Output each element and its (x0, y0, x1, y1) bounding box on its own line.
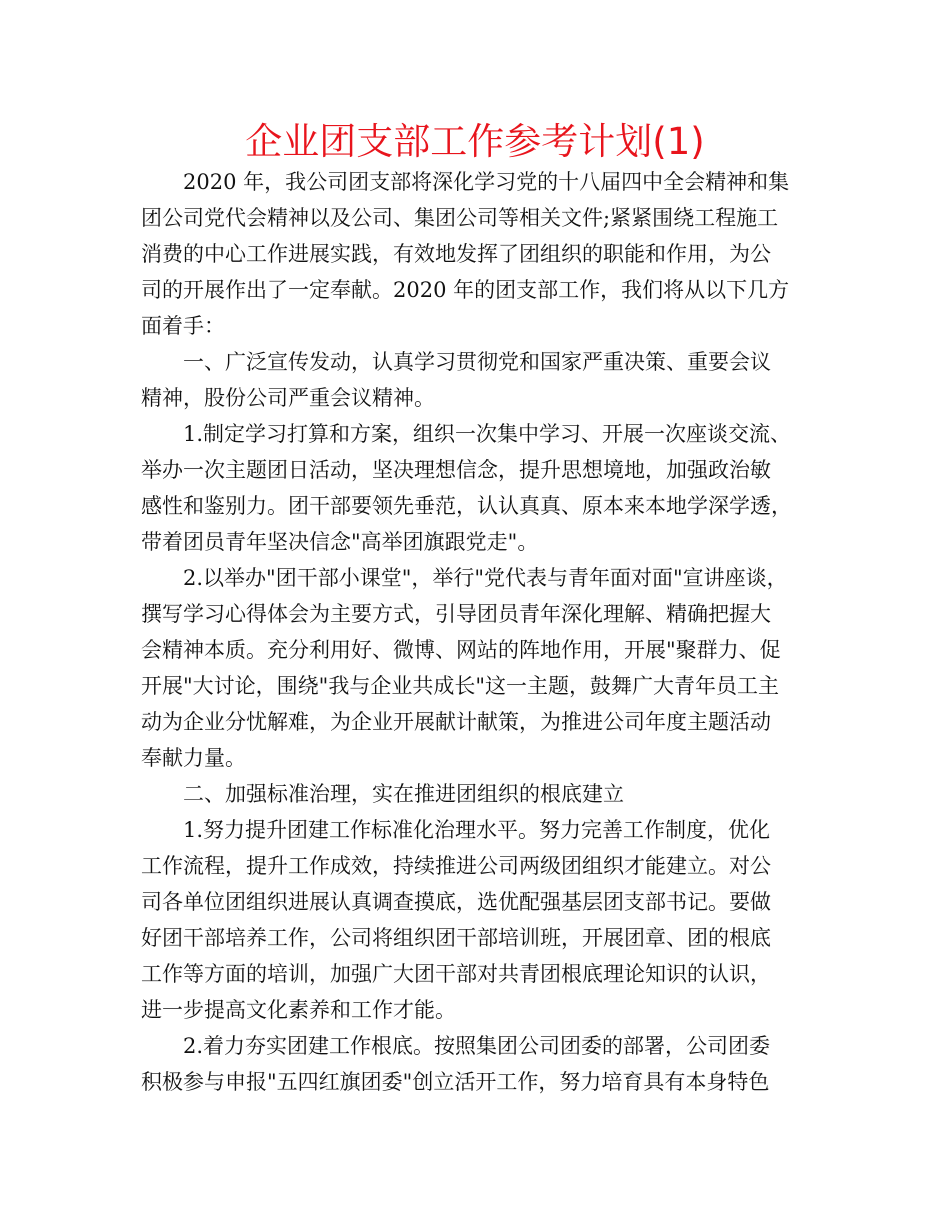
document-title: 企业团支部工作参考计划(1) (245, 120, 705, 163)
paragraph-item-2-1 (141, 812, 813, 1028)
document-body (141, 164, 813, 1100)
text-line: 举办一次主题团日活动，坚决理想信念，提升思想境地，加强政治敏 (141, 458, 771, 482)
text-line: 奉献力量。 (141, 746, 246, 770)
paragraph-intro (141, 164, 813, 344)
text-line: 团公司党代会精神以及公司、集团公司等相关文件;紧紧围绕工程施工 (141, 206, 779, 230)
text-line: 2.着力夯实团建工作根底。按照集团公司团委的部署，公司团委 (183, 1034, 771, 1058)
text-line: 工作流程，提升工作成效，持续推进公司两级团组织才能建立。对公 (141, 854, 771, 878)
paragraph-item-1-2 (141, 560, 813, 776)
text-line: 进一步提高文化素养和工作才能。 (141, 998, 456, 1022)
text-line: 1.制定学习打算和方案，组织一次集中学习、开展一次座谈交流、 (183, 422, 792, 446)
text-line: 面着手： (141, 314, 225, 338)
text-line: 感性和鉴别力。团干部要领先垂范，认认真真、原本来本地学深学透， (141, 494, 792, 518)
section-heading-2 (141, 776, 813, 812)
text-line: 好团干部培养工作，公司将组织团干部培训班，开展团章、团的根底 (141, 926, 771, 950)
text-line: 司各单位团组织进展认真调查摸底，选优配强基层团支部书记。要做 (141, 890, 771, 914)
text-line: 积极参与申报"五四红旗团委"创立活开工作，努力培育具有本身特色 (141, 1070, 770, 1094)
text-line: 动为企业分忧解难，为企业开展献计献策，为推进公司年度主题活动 (141, 710, 771, 734)
paragraph-item-1-1 (141, 416, 813, 560)
text-line: 一、广泛宣传发动，认真学习贯彻党和国家严重决策、重要会议 (183, 350, 771, 374)
text-line: 精神，股份公司严重会议精神。 (141, 386, 435, 410)
text-line: 2020 年，我公司团支部将深化学习党的十八届四中全会精神和集 (183, 170, 790, 194)
text-line: 撰写学习心得体会为主要方式，引导团员青年深化理解、精确把握大 (141, 602, 771, 626)
text-line: 会精神本质。充分利用好、微博、网站的阵地作用，开展"聚群力、促 (141, 638, 781, 662)
paragraph-item-2-2 (141, 1028, 813, 1100)
text-line: 带着团员青年坚决信念"高举团旗跟党走"。 (141, 530, 539, 554)
text-line: 1.努力提升团建工作标准化治理水平。努力完善工作制度，优化 (183, 818, 771, 842)
text-line: 开展"大讨论，围绕"我与企业共成长"这一主题，鼓舞广大青年员工主 (141, 674, 779, 698)
text-line: 2.以举办"团干部小课堂"，举行"党代表与青年面对面"宣讲座谈， (183, 566, 788, 590)
text-line: 工作等方面的培训，加强广大团干部对共青团根底理论知识的认识， (141, 962, 771, 986)
text-line: 消费的中心工作进展实践，有效地发挥了团组织的职能和作用，为公 (141, 242, 771, 266)
text-line: 司的开展作出了一定奉献。2020 年的团支部工作，我们将从以下几方 (141, 278, 790, 302)
section-heading-1 (141, 344, 813, 416)
text-line: 二、加强标准治理，实在推进团组织的根底建立 (183, 782, 624, 806)
